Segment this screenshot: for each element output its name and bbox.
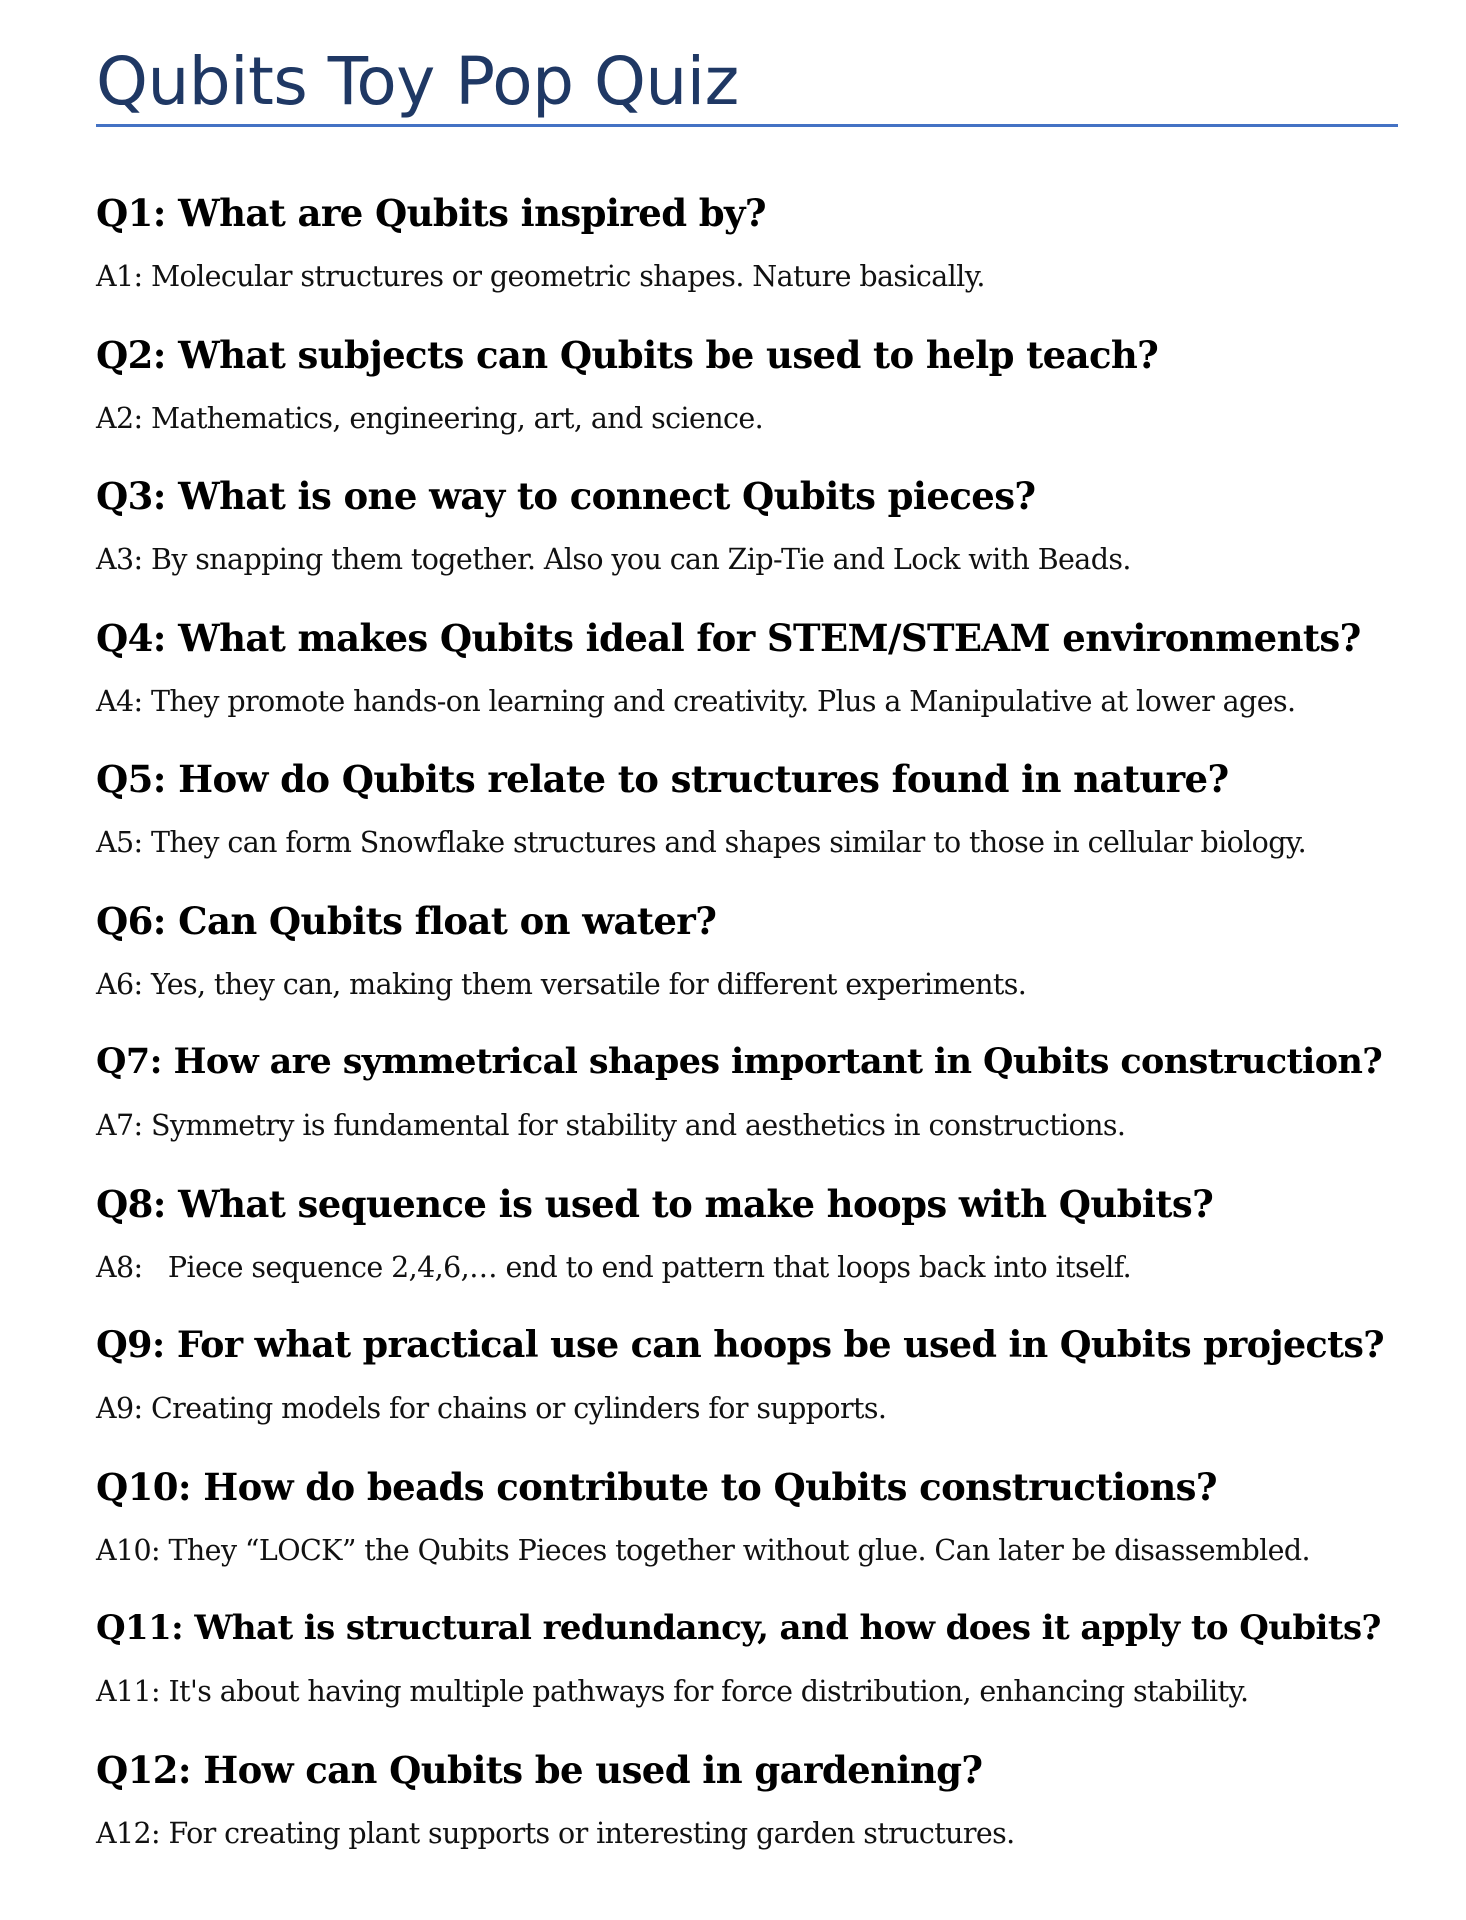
answer: A5: They can form Snowflake structures and shapes similar to those in cellular biology. xyxy=(96,826,1307,859)
question: Q11: What is structural redundancy, and how does it apply to Qubits? xyxy=(96,1608,1381,1648)
question: Q6: Can Qubits float on water? xyxy=(96,898,717,943)
title-underline xyxy=(96,124,1398,127)
document-title: Qubits Toy Pop Quiz xyxy=(96,43,739,120)
quiz-item xyxy=(96,755,1398,897)
question: Q5: How do Qubits relate to structures found in nature? xyxy=(96,757,1229,801)
answer: A9: Creating models for chains or cylinders for supports. xyxy=(96,1392,887,1425)
answer: A10: They “LOCK” the Qubits Pieces together without glue. Can later be disassembled. xyxy=(96,1533,1310,1567)
answer: A3: By snapping them together. Also you can Zip-Tie and Lock with Beads. xyxy=(96,543,1131,576)
answer: A12: For creating plant supports or interesting garden structures. xyxy=(96,1816,1015,1850)
quiz-item xyxy=(96,331,1398,473)
question: Q1: What are Qubits inspired by? xyxy=(96,191,767,235)
quiz-item xyxy=(96,1180,1398,1322)
answer: A6: Yes, they can, making them versatile for different experiments. xyxy=(96,967,1027,1001)
quiz-item xyxy=(96,1038,1398,1180)
answer: A1: Molecular structures or geometric shapes. Nature basically. xyxy=(96,260,985,293)
quiz-item xyxy=(96,614,1398,756)
question: Q3: What is one way to connect Qubits pieces? xyxy=(96,474,1036,518)
quiz-item xyxy=(96,1746,1398,1888)
quiz-list xyxy=(96,189,1398,1887)
question: Q8: What sequence is used to make hoops with Qubits? xyxy=(96,1181,1214,1226)
quiz-item xyxy=(96,897,1398,1039)
answer: A8: Piece sequence 2,4,6,… end to end pattern that loops back into itself. xyxy=(96,1250,1132,1284)
question: Q12: How can Qubits be used in gardening? xyxy=(96,1747,983,1792)
quiz-item xyxy=(96,189,1398,331)
question: Q9: For what practical use can hoops be used in Qubits projects? xyxy=(96,1323,1385,1366)
quiz-item xyxy=(96,1321,1398,1463)
question: Q4: What makes Qubits ideal for STEM/STEAM environments? xyxy=(96,615,1361,660)
answer: A11: It's about having multiple pathways for force distribution, enhancing stability. xyxy=(96,1675,1249,1708)
answer: A4: They promote hands-on learning and creativity. Plus a Manipulative at lower ages. xyxy=(96,684,1296,718)
answer: A7: Symmetry is fundamental for stability and aesthetics in constructions. xyxy=(96,1109,1126,1142)
answer: A2: Mathematics, engineering, art, and science. xyxy=(96,401,764,435)
document-page xyxy=(96,0,1398,1887)
quiz-item xyxy=(96,1604,1398,1746)
question: Q10: How do beads contribute to Qubits constructions? xyxy=(96,1464,1217,1509)
quiz-item xyxy=(96,472,1398,614)
question: Q7: How are symmetrical shapes important in Qubits construction? xyxy=(96,1041,1383,1082)
quiz-item xyxy=(96,1463,1398,1605)
question: Q2: What subjects can Qubits be used to help teach? xyxy=(96,332,1159,377)
